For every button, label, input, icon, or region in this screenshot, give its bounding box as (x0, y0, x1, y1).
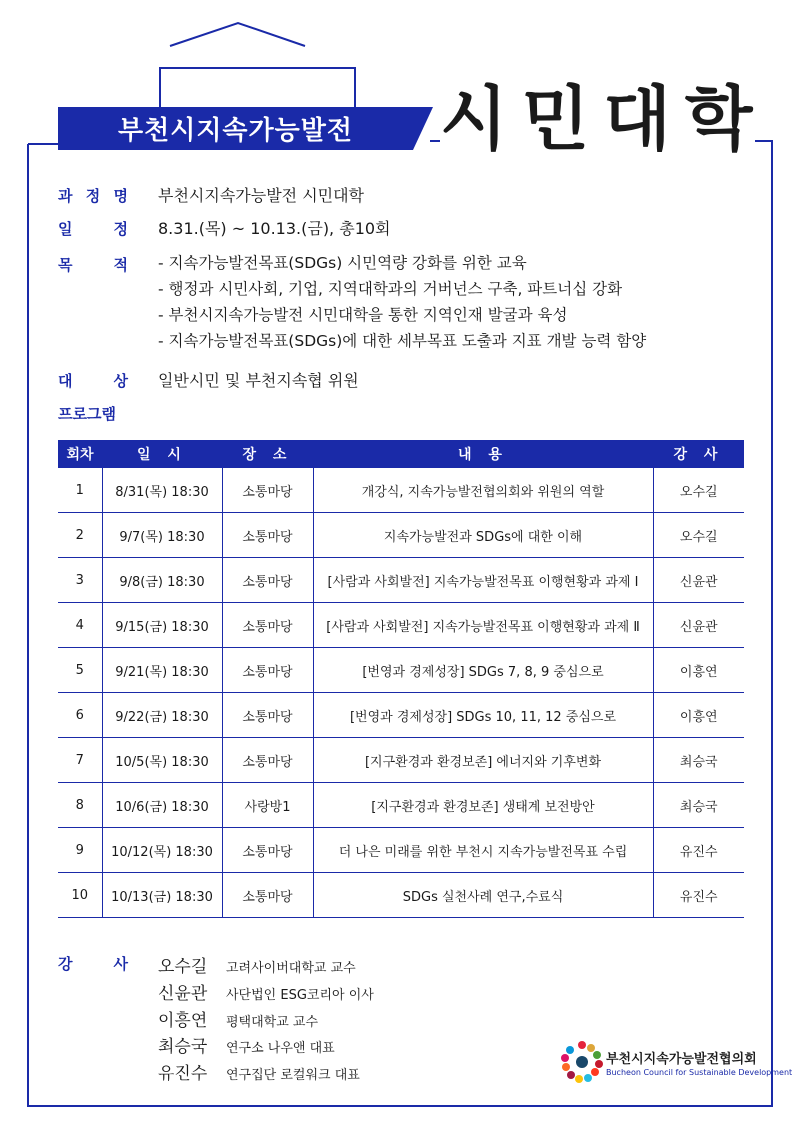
header-place: 장 소 (222, 440, 313, 468)
cell-lecturer: 최승국 (653, 783, 744, 828)
table-row (58, 783, 744, 828)
header-lecturer: 강 사 (653, 440, 744, 468)
cell-place: 소통마당 (222, 693, 313, 738)
cell-place: 소통마당 (222, 648, 313, 693)
cell-session: 2 (58, 513, 102, 558)
lecturer-name: 신윤관 (158, 984, 208, 1004)
lecturer-item (158, 1006, 318, 1031)
header-datetime: 일 시 (102, 440, 222, 468)
cell-session: 6 (58, 693, 102, 738)
course-value: 부천시지속가능발전 시민대학 (158, 186, 365, 205)
cell-datetime: 8/31(목) 18:30 (102, 468, 222, 513)
logo-subtitle: Bucheon Council for Sustainable Development (606, 1068, 793, 1077)
lecturer-role: 연구집단 로컬워크 대표 (226, 1068, 360, 1083)
lecturer-role: 평택대학교 교수 (226, 1015, 319, 1030)
schedule-value: 8.31.(목) ~ 10.13.(금), 총10회 (158, 219, 391, 238)
cell-place: 사랑방1 (222, 783, 313, 828)
cell-content: 더 나은 미래를 위한 부천시 지속가능발전목표 수립 (313, 828, 653, 873)
big-title: 시민대학 (440, 78, 767, 160)
cell-session: 9 (58, 828, 102, 873)
program-table (58, 440, 744, 918)
cell-lecturer: 이흥연 (653, 693, 744, 738)
cell-session: 1 (58, 468, 102, 513)
cell-session: 10 (58, 873, 102, 918)
cell-session: 8 (58, 783, 102, 828)
cell-place: 소통마당 (222, 603, 313, 648)
cell-content: [사람과 사회발전] 지속가능발전목표 이행현황과 과제 Ⅰ (313, 558, 653, 603)
lecturer-name: 유진수 (158, 1064, 208, 1084)
header-session: 회차 (58, 440, 102, 468)
banner-title: 부천시지속가능발전 (58, 107, 413, 150)
cell-content: [번영과 경제성장] SDGs 7, 8, 9 중심으로 (313, 648, 653, 693)
cell-place: 소통마당 (222, 828, 313, 873)
cell-content: 개강식, 지속가능발전협의회와 위원의 역할 (313, 468, 653, 513)
council-logo-icon (560, 1040, 604, 1084)
cell-lecturer: 유진수 (653, 873, 744, 918)
cell-place: 소통마당 (222, 468, 313, 513)
cell-datetime: 10/13(금) 18:30 (102, 873, 222, 918)
table-row (58, 828, 744, 873)
cell-content: 지속가능발전과 SDGs에 대한 이해 (313, 513, 653, 558)
cell-session: 3 (58, 558, 102, 603)
cell-content: [지구환경과 환경보존] 생태계 보전방안 (313, 783, 653, 828)
table-row (58, 603, 744, 648)
cell-lecturer: 최승국 (653, 738, 744, 783)
cell-datetime: 10/5(목) 18:30 (102, 738, 222, 783)
lecturer-role: 연구소 나우앤 대표 (226, 1041, 335, 1056)
cell-datetime: 10/12(목) 18:30 (102, 828, 222, 873)
table-row (58, 558, 744, 603)
cell-content: SDGs 실천사례 연구,수료식 (313, 873, 653, 918)
cell-place: 소통마당 (222, 738, 313, 783)
cell-content: [사람과 사회발전] 지속가능발전목표 이행현황과 과제 Ⅱ (313, 603, 653, 648)
cell-lecturer: 신윤관 (653, 603, 744, 648)
cell-session: 5 (58, 648, 102, 693)
target-label: 대 상 (58, 372, 128, 390)
lecturer-name: 이흥연 (158, 1011, 208, 1031)
program-label: 프로그램 (58, 405, 116, 423)
purpose-item: - 지속가능발전목표(SDGs)에 대한 세부목표 도출과 지표 개발 능력 함양 (158, 332, 647, 350)
cell-place: 소통마당 (222, 513, 313, 558)
header-content: 내 용 (313, 440, 653, 468)
lecturer-item (158, 952, 356, 977)
cell-datetime: 9/22(금) 18:30 (102, 693, 222, 738)
lecturer-role: 사단법인 ESG코리아 이사 (226, 988, 374, 1003)
table-row (58, 693, 744, 738)
table-row (58, 513, 744, 558)
purpose-label: 목 적 (58, 256, 128, 274)
cell-datetime: 10/6(금) 18:30 (102, 783, 222, 828)
lecturer-name: 최승국 (158, 1037, 208, 1057)
table-row (58, 738, 744, 783)
purpose-item: - 지속가능발전목표(SDGs) 시민역량 강화를 위한 교육 (158, 254, 527, 272)
lecturer-name: 오수길 (158, 957, 208, 977)
course-label: 과 정 명 (58, 187, 128, 205)
schedule-label: 일 정 (58, 220, 128, 238)
lecturer-role: 고려사이버대학교 교수 (226, 961, 356, 976)
cell-datetime: 9/21(목) 18:30 (102, 648, 222, 693)
cell-lecturer: 오수길 (653, 513, 744, 558)
lecturer-item (158, 1059, 360, 1084)
target-value: 일반시민 및 부천지속협 위원 (158, 371, 359, 390)
lecturer-item (158, 1032, 335, 1057)
cell-place: 소통마당 (222, 873, 313, 918)
cell-datetime: 9/7(목) 18:30 (102, 513, 222, 558)
logo-name: 부천시지속가능발전협의회 (606, 1052, 757, 1067)
table-row (58, 468, 744, 513)
purpose-item: - 행정과 시민사회, 기업, 지역대학과의 거버넌스 구축, 파트너십 강화 (158, 280, 623, 298)
purpose-list (158, 250, 646, 354)
cell-datetime: 9/8(금) 18:30 (102, 558, 222, 603)
cell-session: 4 (58, 603, 102, 648)
cell-lecturer: 신윤관 (653, 558, 744, 603)
purpose-item: - 부천시지속가능발전 시민대학을 통한 지역인재 발굴과 육성 (158, 306, 568, 324)
cell-place: 소통마당 (222, 558, 313, 603)
table-row (58, 873, 744, 918)
cell-content: [번영과 경제성장] SDGs 10, 11, 12 중심으로 (313, 693, 653, 738)
lecturer-item (158, 979, 374, 1004)
cell-content: [지구환경과 환경보존] 에너지와 기후변화 (313, 738, 653, 783)
cell-lecturer: 이흥연 (653, 648, 744, 693)
table-row (58, 648, 744, 693)
lecturer-label: 강 사 (58, 955, 128, 973)
cell-lecturer: 오수길 (653, 468, 744, 513)
cell-lecturer: 유진수 (653, 828, 744, 873)
cell-session: 7 (58, 738, 102, 783)
table-header-row (58, 440, 744, 468)
cell-datetime: 9/15(금) 18:30 (102, 603, 222, 648)
